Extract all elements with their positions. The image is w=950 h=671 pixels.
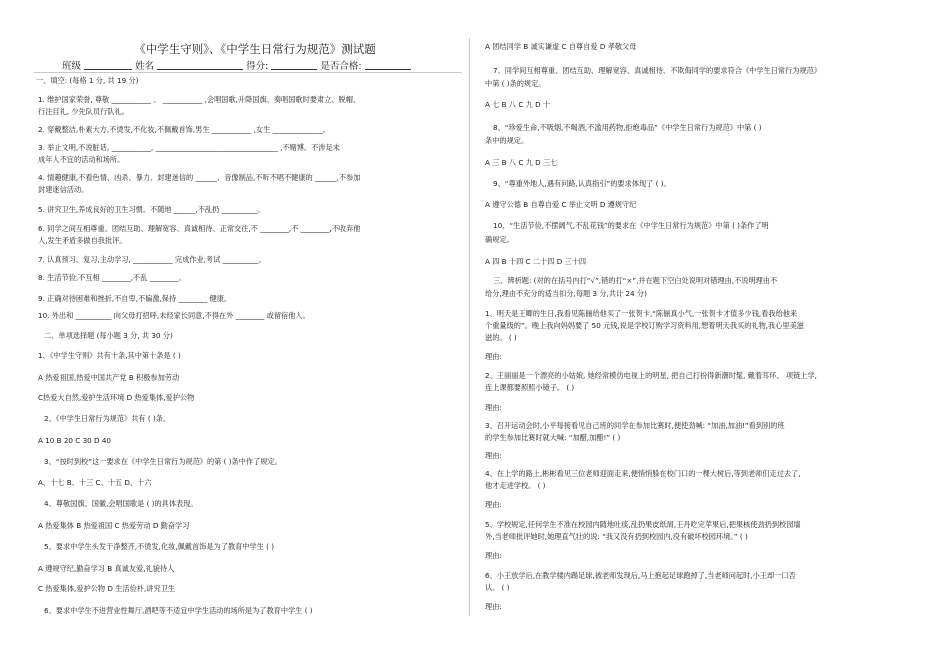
- right-question-line: 7、同学间互相尊重、团结互助、理解宽容、真诚相待、不欺侮同学的要求符合《中学生日常行为规范》: [493, 66, 822, 75]
- right-question-line: 给分,理由不充分的适当扣分,每题 3 分,共计 24 分): [485, 289, 647, 298]
- right-question-line: 连上课都要照照小镜子。 ( ): [485, 383, 575, 392]
- left-question-line: 8. 生活节俭,不互相 ________,不乱 ________。: [38, 273, 186, 282]
- right-question-line: 理由:: [485, 451, 502, 460]
- right-question-line: 8、“珍爱生命,不吸烟,不喝酒,不滥用药物,拒绝毒品”《中学生日常行为规范》中第 ( ): [493, 123, 762, 132]
- student-info-header: [62, 58, 411, 72]
- pass-field[interactable]: [365, 60, 411, 70]
- left-question-line: A 遵规守纪,勤奋学习 B 真诚友爱,礼貌待人: [38, 564, 175, 573]
- score-field[interactable]: [271, 60, 317, 70]
- right-question-line: A 七 B 八 C 九 D 十: [485, 100, 551, 109]
- score-label: 得分:: [246, 61, 269, 72]
- right-question-line: 认。 ( ): [485, 583, 510, 592]
- left-question-line: 封建迷信活动。: [38, 185, 89, 194]
- right-question-line: 条中的规定。: [485, 136, 529, 145]
- right-question-line: 10、“生活节俭,不摆阔气,不乱花钱”的要求在《中学生日常行为规范》中第 ( )条作了明: [493, 221, 769, 230]
- name-field[interactable]: [157, 60, 243, 70]
- left-question-line: 4、尊敬国旗、国徽,会唱国歌是 ( )的具体表现。: [44, 499, 198, 508]
- right-question-line: 三、辨析题: (对的在括号内打“√”,错的打“×”,并在题下空白处说明对错理由,不说明理由不: [493, 276, 778, 285]
- right-question-line: 6、小王放学后,在教学楼内踢足球,被老师发现后,马上抱起足球跑掉了,当老师问起时,小王却一口否: [485, 571, 796, 580]
- left-question-line: 一、填空: (每格 1 分, 共 19 分): [36, 76, 139, 85]
- left-question-line: C 热爱集体,爱护公物 D 生活俭朴,讲究卫生: [38, 584, 175, 593]
- left-question-line: A、十七 B、十三 C、十五 D、十六: [38, 478, 152, 487]
- right-question-line: 中第 ( )条的规定。: [485, 79, 546, 88]
- left-question-line: 4. 情趣健康,不看色情、凶杀、暴力、封建迷信的 ______、音像制品,不听不唱不健康的 ______,不参加: [38, 173, 361, 182]
- left-question-line: 7. 认真预习、复习,主动学习, ___________ 完成作业,考试 __________。: [38, 255, 266, 264]
- left-question-line: 9. 正确对待困难和挫折,不自卑,不偏激,保持 ________ 健康。: [38, 294, 232, 303]
- left-question-line: 2. 穿戴整洁,朴素大方,不烫发,不化妆,不佩戴首饰,男生 ___________ ,女生 ______________。: [38, 125, 331, 134]
- left-question-line: 5. 讲究卫生,养成良好的卫生习惯。不随地 ______,不乱扔 __________。: [38, 205, 265, 214]
- right-question-line: 理由:: [485, 602, 502, 611]
- left-question-line: A 10 B 20 C 30 D 40: [38, 436, 111, 445]
- right-question-line: 2、王丽丽是一个漂亮的小姑娘, 她经常模仿电视上的明星, 把自己打扮得新潮时髦, 戴着耳环、 项链上学,: [485, 371, 817, 380]
- right-question-line: A 团结同学 B 诚实谦虚 C 自尊自爱 D 孝敬父母: [485, 42, 637, 51]
- left-question-line: 2、《中学生日常行为规范》共有 ( )条。: [44, 414, 171, 423]
- class-label: 班级: [62, 61, 82, 72]
- left-question-line: 5、要求中学生头发干净整齐,不烫发,化妆,佩戴首饰是为了教育中学生 ( ): [44, 542, 275, 551]
- left-question-line: 1. 维护国家荣誉, 尊敬 ___________ 、 ___________ ,会唱国歌,升降国旗、奏唱国歌时要肃立、脱帽、: [38, 95, 361, 104]
- left-question-line: A 热爱集体 B 热爱祖国 C 热爱劳动 D 勤奋学习: [38, 521, 190, 530]
- right-question-line: A 遵守公德 B 自尊自爱 C 举止文明 D 遵规守纪: [485, 200, 637, 209]
- left-question-line: A 热爱祖国,热爱中国共产党 B 积极参加劳动: [38, 373, 180, 382]
- pass-label: 是否合格:: [320, 61, 362, 72]
- right-question-line: A 三 B 八 C 九 D 三七: [485, 158, 558, 167]
- right-question-line: 4、在上学的路上,彬彬看见三位老师迎面走来,便悄悄躲在校门口的一棵大树后,等到老师们走过去了,: [485, 469, 801, 478]
- right-question-line: 的学生参加比赛时就大喊: “加醋,加醋!” ( ): [485, 433, 621, 442]
- column-divider: [469, 38, 470, 616]
- name-label: 姓名: [135, 61, 155, 72]
- left-question-line: 3、“按时到校”这一要求在《中学生日常行为规范》的第 ( )条中作了规定。: [44, 457, 282, 466]
- class-field[interactable]: [84, 60, 132, 70]
- right-question-line: 理由:: [485, 500, 502, 509]
- right-question-line: 3、召开运动会时,小平每接看见自己班的同学在参加比赛时,便使劲喊: “加油,加油!”看到别的班: [485, 421, 785, 430]
- left-question-line: 6. 同学之间互相尊重、团结互助、理解宽容、真诚相待、正常交往,不 ________,不 ________,不收弃他: [38, 224, 361, 233]
- right-question-line: 5、学校规定,任何学生不准在校园内随地吐痰,乱扔果皮纸屑,王丹吃完苹果后,把果核使劲扔到校园墙: [485, 520, 801, 529]
- right-question-line: 理由:: [485, 551, 502, 560]
- left-question-line: 人,发生矛盾多做自我批评。: [38, 236, 127, 245]
- left-question-line: 成年人不宜的活动和场所。: [38, 155, 125, 164]
- right-question-line: 9、“尊重外地人,遇有问路,认真指引”的要求体现了 ( )。: [493, 179, 671, 188]
- right-question-line: 理由:: [485, 403, 502, 412]
- page-title: 《中学生守则》、《中学生日常行为规范》测试题: [134, 42, 376, 56]
- left-question-line: 1、《中学生守则》共有十条,其中第十条是 ( ): [38, 351, 181, 360]
- right-question-line: 外,当老师批评她时,她理直气壮的说: “我又没有扔到校园内,没有破坏校园环境。” ( ): [485, 532, 748, 541]
- left-question-line: 二、单项选择题 (每小题 3 分, 共 30 分): [44, 331, 173, 340]
- right-question-line: 滋的。 ( ): [485, 333, 517, 342]
- left-question-line: 行注目礼, 少先队员行队礼。: [38, 107, 129, 116]
- left-question-line: C热爱大自然,爱护生活环境 D 热爱集体,爱护公物: [38, 393, 195, 402]
- header-divider: [34, 72, 462, 73]
- right-question-line: 1、明天是王卿的生日,我看见陈俪给他买了一张贺卡,“陈俪真小气,一张贺卡才值多少钱,看我给他来: [485, 309, 798, 318]
- right-question-line: 个重量级的”。晚上我向妈妈要了 50 元钱,说是学校订购学习资料用,想着明天我买的礼物,我心里美滋: [485, 321, 804, 330]
- right-question-line: 理由:: [485, 352, 502, 361]
- left-question-line: 6、要求中学生不进营业性舞厅,酒吧等不适宜中学生活动的场所是为了教育中学生 ( ): [44, 606, 313, 615]
- right-question-line: 他才走进学校。 ( ): [485, 481, 546, 490]
- right-question-line: 确规定。: [485, 235, 514, 244]
- right-question-line: A 四 B 十四 C 二十四 D 三十四: [485, 257, 587, 266]
- left-question-line: 3. 举止文明,不说脏话, ___________, __________________________________ ,不赌博。不涉足未: [38, 143, 340, 152]
- left-question-line: 10. 外出和 __________ 向父母打招呼,未经家长同意,不得在外 ________ 或留宿他人。: [38, 311, 310, 320]
